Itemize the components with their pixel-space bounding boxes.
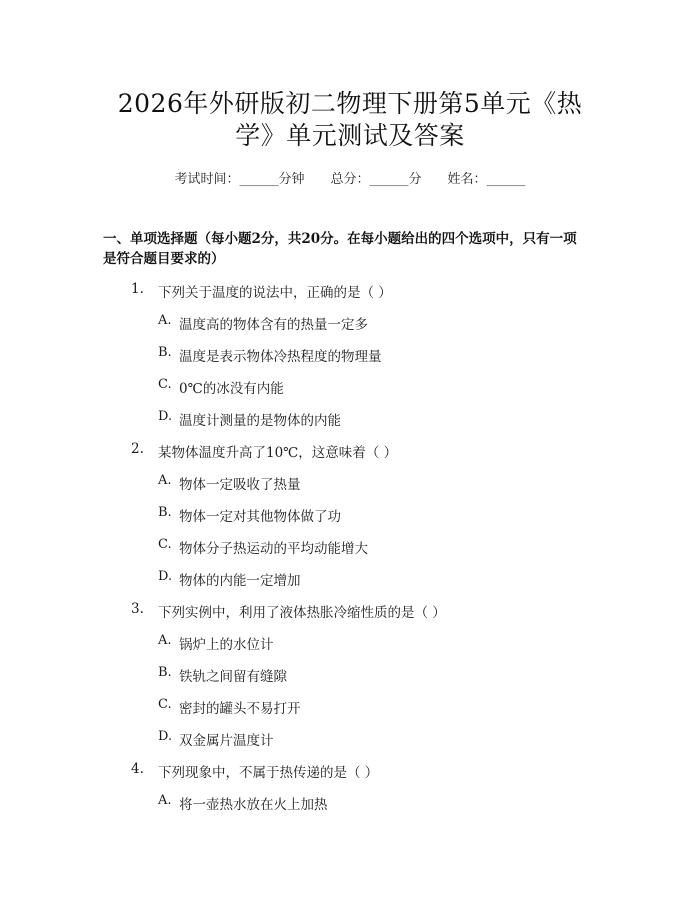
total-score-field: 总分：______分 <box>330 172 422 187</box>
option-text: 锅炉上的水位计 <box>179 637 274 653</box>
question-number: 4. <box>131 761 144 777</box>
student-name-field: 姓名：______ <box>447 172 526 187</box>
option-text: 物体一定吸收了热量 <box>179 477 301 493</box>
option-text: 温度高的物体含有的热量一定多 <box>179 317 368 333</box>
option-text: 铁轨之间留有缝隙 <box>179 669 287 685</box>
option-text: 温度是表示物体冷热程度的物理量 <box>179 349 382 365</box>
option-text: 物体一定对其他物体做了功 <box>179 509 341 525</box>
option-text: 双金属片温度计 <box>179 733 274 749</box>
option-letter: C. <box>158 537 172 552</box>
document-title-line-1: 2026年外研版初二物理下册第5单元《热 <box>117 89 583 118</box>
option-letter: B. <box>158 345 172 360</box>
question-number: 1. <box>131 281 144 297</box>
section-heading-line-1: 一、单项选择题（每小题2分，共20分。在每小题给出的四个选项中，只有一项 <box>103 231 577 247</box>
option-letter: C. <box>158 697 172 712</box>
section-heading-line-2: 是符合题目要求的） <box>103 251 225 267</box>
document-title-line-2: 学》单元测试及答案 <box>235 121 465 150</box>
option-letter: A. <box>158 473 172 488</box>
question-number: 2. <box>131 441 144 457</box>
option-text: 密封的罐头不易打开 <box>179 701 301 717</box>
option-text: 0℃的冰没有内能 <box>179 381 284 397</box>
exam-info-bar <box>0 168 700 187</box>
exam-time-field: 考试时间：______分钟 <box>174 172 305 187</box>
question-stem: 下列实例中，利用了液体热胀冷缩性质的是（ ） <box>158 605 446 621</box>
question-stem: 下列关于温度的说法中，正确的是（ ） <box>158 285 392 301</box>
option-text: 将一壶热水放在火上加热 <box>179 797 328 813</box>
question-number: 3. <box>131 601 144 617</box>
option-text: 物体的内能一定增加 <box>179 573 301 589</box>
option-letter: A. <box>158 633 172 648</box>
option-letter: D. <box>158 729 173 744</box>
option-text: 物体分子热运动的平均动能增大 <box>179 541 368 557</box>
option-letter: C. <box>158 377 172 392</box>
question-stem: 下列现象中，不属于热传递的是（ ） <box>158 765 379 781</box>
option-letter: B. <box>158 665 172 680</box>
option-letter: D. <box>158 569 173 584</box>
option-letter: D. <box>158 409 173 424</box>
option-text: 温度计测量的是物体的内能 <box>179 413 341 429</box>
option-letter: A. <box>158 793 172 808</box>
option-letter: A. <box>158 313 172 328</box>
question-stem: 某物体温度升高了10℃，这意味着（ ） <box>158 445 398 461</box>
option-letter: B. <box>158 505 172 520</box>
